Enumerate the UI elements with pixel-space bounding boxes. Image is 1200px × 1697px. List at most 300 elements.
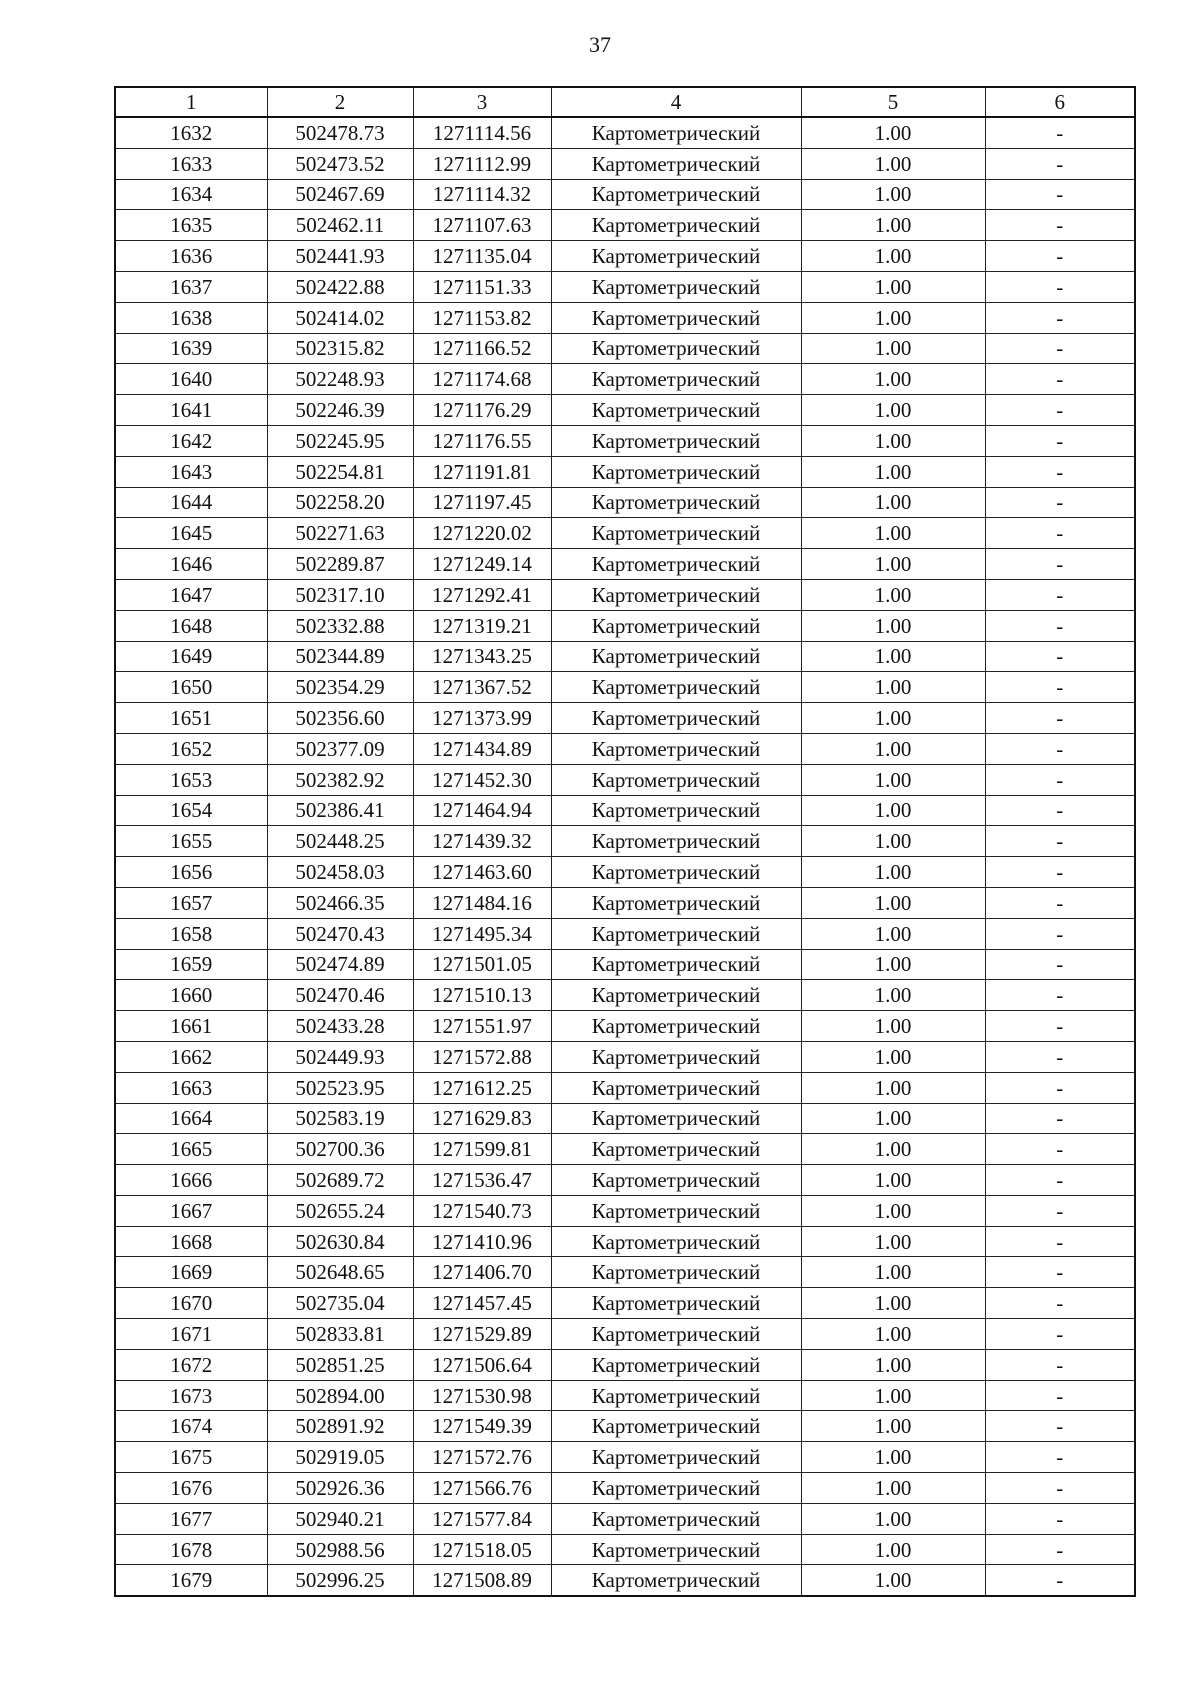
accuracy-cell: 1.00 bbox=[801, 1473, 985, 1504]
point-number-cell: 1674 bbox=[115, 1411, 267, 1442]
accuracy-cell: 1.00 bbox=[801, 1195, 985, 1226]
table-row bbox=[115, 395, 1135, 426]
accuracy-cell: 1.00 bbox=[801, 795, 985, 826]
description-cell: - bbox=[985, 764, 1135, 795]
y-coordinate-cell: 1271176.29 bbox=[413, 395, 551, 426]
description-cell: - bbox=[985, 1041, 1135, 1072]
method-cell: Картометрический bbox=[551, 487, 801, 518]
accuracy-cell: 1.00 bbox=[801, 887, 985, 918]
accuracy-cell: 1.00 bbox=[801, 672, 985, 703]
method-cell: Картометрический bbox=[551, 610, 801, 641]
description-cell: - bbox=[985, 980, 1135, 1011]
method-cell: Картометрический bbox=[551, 1041, 801, 1072]
table-row bbox=[115, 610, 1135, 641]
x-coordinate-cell: 502332.88 bbox=[267, 610, 413, 641]
accuracy-cell: 1.00 bbox=[801, 949, 985, 980]
method-cell: Картометрический bbox=[551, 425, 801, 456]
y-coordinate-cell: 1271566.76 bbox=[413, 1473, 551, 1504]
accuracy-cell: 1.00 bbox=[801, 1319, 985, 1350]
accuracy-cell: 1.00 bbox=[801, 302, 985, 333]
description-cell: - bbox=[985, 1319, 1135, 1350]
y-coordinate-cell: 1271197.45 bbox=[413, 487, 551, 518]
x-coordinate-cell: 502354.29 bbox=[267, 672, 413, 703]
y-coordinate-cell: 1271551.97 bbox=[413, 1011, 551, 1042]
table-row bbox=[115, 425, 1135, 456]
y-coordinate-cell: 1271508.89 bbox=[413, 1565, 551, 1596]
y-coordinate-cell: 1271114.56 bbox=[413, 117, 551, 148]
description-cell: - bbox=[985, 179, 1135, 210]
description-cell: - bbox=[985, 395, 1135, 426]
table-row bbox=[115, 148, 1135, 179]
point-number-cell: 1678 bbox=[115, 1534, 267, 1565]
description-cell: - bbox=[985, 1411, 1135, 1442]
method-cell: Картометрический bbox=[551, 672, 801, 703]
description-cell: - bbox=[985, 1011, 1135, 1042]
y-coordinate-cell: 1271220.02 bbox=[413, 518, 551, 549]
method-cell: Картометрический bbox=[551, 333, 801, 364]
y-coordinate-cell: 1271373.99 bbox=[413, 703, 551, 734]
x-coordinate-cell: 502382.92 bbox=[267, 764, 413, 795]
table-row bbox=[115, 179, 1135, 210]
x-coordinate-cell: 502248.93 bbox=[267, 364, 413, 395]
description-cell: - bbox=[985, 518, 1135, 549]
table-row bbox=[115, 857, 1135, 888]
x-coordinate-cell: 502988.56 bbox=[267, 1534, 413, 1565]
x-coordinate-cell: 502422.88 bbox=[267, 271, 413, 302]
point-number-cell: 1651 bbox=[115, 703, 267, 734]
method-cell: Картометрический bbox=[551, 1442, 801, 1473]
table-row bbox=[115, 117, 1135, 148]
point-number-cell: 1668 bbox=[115, 1226, 267, 1257]
table-row bbox=[115, 1319, 1135, 1350]
table-row bbox=[115, 826, 1135, 857]
y-coordinate-cell: 1271292.41 bbox=[413, 579, 551, 610]
point-number-cell: 1675 bbox=[115, 1442, 267, 1473]
method-cell: Картометрический bbox=[551, 364, 801, 395]
column-header-2: 2 bbox=[267, 87, 413, 117]
x-coordinate-cell: 502470.43 bbox=[267, 918, 413, 949]
point-number-cell: 1655 bbox=[115, 826, 267, 857]
point-number-cell: 1642 bbox=[115, 425, 267, 456]
point-number-cell: 1654 bbox=[115, 795, 267, 826]
x-coordinate-cell: 502851.25 bbox=[267, 1349, 413, 1380]
description-cell: - bbox=[985, 1226, 1135, 1257]
x-coordinate-cell: 502470.46 bbox=[267, 980, 413, 1011]
method-cell: Картометрический bbox=[551, 949, 801, 980]
description-cell: - bbox=[985, 733, 1135, 764]
accuracy-cell: 1.00 bbox=[801, 1134, 985, 1165]
method-cell: Картометрический bbox=[551, 1134, 801, 1165]
table-row bbox=[115, 1380, 1135, 1411]
point-number-cell: 1662 bbox=[115, 1041, 267, 1072]
point-number-cell: 1647 bbox=[115, 579, 267, 610]
method-cell: Картометрический bbox=[551, 1288, 801, 1319]
y-coordinate-cell: 1271629.83 bbox=[413, 1103, 551, 1134]
x-coordinate-cell: 502583.19 bbox=[267, 1103, 413, 1134]
method-cell: Картометрический bbox=[551, 887, 801, 918]
column-header-1: 1 bbox=[115, 87, 267, 117]
y-coordinate-cell: 1271151.33 bbox=[413, 271, 551, 302]
point-number-cell: 1664 bbox=[115, 1103, 267, 1134]
method-cell: Картометрический bbox=[551, 210, 801, 241]
x-coordinate-cell: 502386.41 bbox=[267, 795, 413, 826]
point-number-cell: 1640 bbox=[115, 364, 267, 395]
method-cell: Картометрический bbox=[551, 795, 801, 826]
y-coordinate-cell: 1271452.30 bbox=[413, 764, 551, 795]
coordinates-table bbox=[114, 86, 1136, 1597]
table-row bbox=[115, 241, 1135, 272]
x-coordinate-cell: 502833.81 bbox=[267, 1319, 413, 1350]
point-number-cell: 1657 bbox=[115, 887, 267, 918]
method-cell: Картометрический bbox=[551, 395, 801, 426]
column-header-4: 4 bbox=[551, 87, 801, 117]
y-coordinate-cell: 1271506.64 bbox=[413, 1349, 551, 1380]
y-coordinate-cell: 1271612.25 bbox=[413, 1072, 551, 1103]
point-number-cell: 1679 bbox=[115, 1565, 267, 1596]
x-coordinate-cell: 502462.11 bbox=[267, 210, 413, 241]
description-cell: - bbox=[985, 1473, 1135, 1504]
x-coordinate-cell: 502926.36 bbox=[267, 1473, 413, 1504]
description-cell: - bbox=[985, 456, 1135, 487]
description-cell: - bbox=[985, 1349, 1135, 1380]
accuracy-cell: 1.00 bbox=[801, 549, 985, 580]
point-number-cell: 1672 bbox=[115, 1349, 267, 1380]
method-cell: Картометрический bbox=[551, 1257, 801, 1288]
table-row bbox=[115, 764, 1135, 795]
point-number-cell: 1660 bbox=[115, 980, 267, 1011]
accuracy-cell: 1.00 bbox=[801, 1288, 985, 1319]
accuracy-cell: 1.00 bbox=[801, 1257, 985, 1288]
x-coordinate-cell: 502271.63 bbox=[267, 518, 413, 549]
method-cell: Картометрический bbox=[551, 271, 801, 302]
description-cell: - bbox=[985, 1165, 1135, 1196]
method-cell: Картометрический bbox=[551, 1319, 801, 1350]
accuracy-cell: 1.00 bbox=[801, 641, 985, 672]
table-row bbox=[115, 271, 1135, 302]
method-cell: Картометрический bbox=[551, 703, 801, 734]
accuracy-cell: 1.00 bbox=[801, 1226, 985, 1257]
method-cell: Картометрический bbox=[551, 1565, 801, 1596]
table-row bbox=[115, 795, 1135, 826]
x-coordinate-cell: 502433.28 bbox=[267, 1011, 413, 1042]
method-cell: Картометрический bbox=[551, 1349, 801, 1380]
point-number-cell: 1636 bbox=[115, 241, 267, 272]
y-coordinate-cell: 1271484.16 bbox=[413, 887, 551, 918]
x-coordinate-cell: 502478.73 bbox=[267, 117, 413, 148]
accuracy-cell: 1.00 bbox=[801, 518, 985, 549]
table-row bbox=[115, 1041, 1135, 1072]
method-cell: Картометрический bbox=[551, 241, 801, 272]
table-row bbox=[115, 487, 1135, 518]
accuracy-cell: 1.00 bbox=[801, 857, 985, 888]
y-coordinate-cell: 1271343.25 bbox=[413, 641, 551, 672]
accuracy-cell: 1.00 bbox=[801, 1072, 985, 1103]
description-cell: - bbox=[985, 857, 1135, 888]
point-number-cell: 1671 bbox=[115, 1319, 267, 1350]
table-row bbox=[115, 1534, 1135, 1565]
x-coordinate-cell: 502523.95 bbox=[267, 1072, 413, 1103]
method-cell: Картометрический bbox=[551, 1011, 801, 1042]
point-number-cell: 1649 bbox=[115, 641, 267, 672]
description-cell: - bbox=[985, 117, 1135, 148]
column-header-5: 5 bbox=[801, 87, 985, 117]
x-coordinate-cell: 502289.87 bbox=[267, 549, 413, 580]
description-cell: - bbox=[985, 302, 1135, 333]
x-coordinate-cell: 502700.36 bbox=[267, 1134, 413, 1165]
accuracy-cell: 1.00 bbox=[801, 1165, 985, 1196]
x-coordinate-cell: 502474.89 bbox=[267, 949, 413, 980]
y-coordinate-cell: 1271153.82 bbox=[413, 302, 551, 333]
table-row bbox=[115, 549, 1135, 580]
accuracy-cell: 1.00 bbox=[801, 764, 985, 795]
method-cell: Картометрический bbox=[551, 1195, 801, 1226]
description-cell: - bbox=[985, 703, 1135, 734]
y-coordinate-cell: 1271114.32 bbox=[413, 179, 551, 210]
accuracy-cell: 1.00 bbox=[801, 918, 985, 949]
method-cell: Картометрический bbox=[551, 1411, 801, 1442]
x-coordinate-cell: 502458.03 bbox=[267, 857, 413, 888]
table-row bbox=[115, 1165, 1135, 1196]
y-coordinate-cell: 1271174.68 bbox=[413, 364, 551, 395]
description-cell: - bbox=[985, 1134, 1135, 1165]
table-row bbox=[115, 703, 1135, 734]
y-coordinate-cell: 1271501.05 bbox=[413, 949, 551, 980]
description-cell: - bbox=[985, 1442, 1135, 1473]
description-cell: - bbox=[985, 1534, 1135, 1565]
accuracy-cell: 1.00 bbox=[801, 1349, 985, 1380]
table-row bbox=[115, 887, 1135, 918]
point-number-cell: 1661 bbox=[115, 1011, 267, 1042]
x-coordinate-cell: 502648.65 bbox=[267, 1257, 413, 1288]
accuracy-cell: 1.00 bbox=[801, 1103, 985, 1134]
y-coordinate-cell: 1271577.84 bbox=[413, 1503, 551, 1534]
description-cell: - bbox=[985, 148, 1135, 179]
point-number-cell: 1645 bbox=[115, 518, 267, 549]
accuracy-cell: 1.00 bbox=[801, 333, 985, 364]
accuracy-cell: 1.00 bbox=[801, 703, 985, 734]
table-row bbox=[115, 1011, 1135, 1042]
method-cell: Картометрический bbox=[551, 1072, 801, 1103]
x-coordinate-cell: 502891.92 bbox=[267, 1411, 413, 1442]
accuracy-cell: 1.00 bbox=[801, 610, 985, 641]
point-number-cell: 1658 bbox=[115, 918, 267, 949]
point-number-cell: 1669 bbox=[115, 1257, 267, 1288]
table-row bbox=[115, 1503, 1135, 1534]
x-coordinate-cell: 502344.89 bbox=[267, 641, 413, 672]
method-cell: Картометрический bbox=[551, 579, 801, 610]
x-coordinate-cell: 502356.60 bbox=[267, 703, 413, 734]
description-cell: - bbox=[985, 364, 1135, 395]
description-cell: - bbox=[985, 241, 1135, 272]
method-cell: Картометрический bbox=[551, 1103, 801, 1134]
point-number-cell: 1673 bbox=[115, 1380, 267, 1411]
y-coordinate-cell: 1271176.55 bbox=[413, 425, 551, 456]
method-cell: Картометрический bbox=[551, 764, 801, 795]
method-cell: Картометрический bbox=[551, 918, 801, 949]
accuracy-cell: 1.00 bbox=[801, 487, 985, 518]
point-number-cell: 1667 bbox=[115, 1195, 267, 1226]
x-coordinate-cell: 502689.72 bbox=[267, 1165, 413, 1196]
method-cell: Картометрический bbox=[551, 1473, 801, 1504]
method-cell: Картометрический bbox=[551, 1503, 801, 1534]
accuracy-cell: 1.00 bbox=[801, 456, 985, 487]
description-cell: - bbox=[985, 1072, 1135, 1103]
accuracy-cell: 1.00 bbox=[801, 1380, 985, 1411]
x-coordinate-cell: 502630.84 bbox=[267, 1226, 413, 1257]
table-row bbox=[115, 1195, 1135, 1226]
table-row bbox=[115, 918, 1135, 949]
description-cell: - bbox=[985, 610, 1135, 641]
y-coordinate-cell: 1271518.05 bbox=[413, 1534, 551, 1565]
x-coordinate-cell: 502441.93 bbox=[267, 241, 413, 272]
point-number-cell: 1648 bbox=[115, 610, 267, 641]
table-row bbox=[115, 333, 1135, 364]
description-cell: - bbox=[985, 1380, 1135, 1411]
x-coordinate-cell: 502473.52 bbox=[267, 148, 413, 179]
point-number-cell: 1653 bbox=[115, 764, 267, 795]
y-coordinate-cell: 1271249.14 bbox=[413, 549, 551, 580]
description-cell: - bbox=[985, 1565, 1135, 1596]
page-number: 37 bbox=[589, 32, 611, 57]
y-coordinate-cell: 1271463.60 bbox=[413, 857, 551, 888]
accuracy-cell: 1.00 bbox=[801, 1565, 985, 1596]
accuracy-cell: 1.00 bbox=[801, 579, 985, 610]
y-coordinate-cell: 1271107.63 bbox=[413, 210, 551, 241]
table-row bbox=[115, 949, 1135, 980]
accuracy-cell: 1.00 bbox=[801, 148, 985, 179]
accuracy-cell: 1.00 bbox=[801, 1411, 985, 1442]
method-cell: Картометрический bbox=[551, 857, 801, 888]
table-row bbox=[115, 1072, 1135, 1103]
y-coordinate-cell: 1271536.47 bbox=[413, 1165, 551, 1196]
x-coordinate-cell: 502466.35 bbox=[267, 887, 413, 918]
method-cell: Картометрический bbox=[551, 179, 801, 210]
accuracy-cell: 1.00 bbox=[801, 241, 985, 272]
description-cell: - bbox=[985, 333, 1135, 364]
y-coordinate-cell: 1271599.81 bbox=[413, 1134, 551, 1165]
accuracy-cell: 1.00 bbox=[801, 117, 985, 148]
table-row bbox=[115, 210, 1135, 241]
accuracy-cell: 1.00 bbox=[801, 179, 985, 210]
description-cell: - bbox=[985, 672, 1135, 703]
description-cell: - bbox=[985, 795, 1135, 826]
point-number-cell: 1666 bbox=[115, 1165, 267, 1196]
table-row bbox=[115, 1349, 1135, 1380]
table-row bbox=[115, 1442, 1135, 1473]
description-cell: - bbox=[985, 1288, 1135, 1319]
y-coordinate-cell: 1271529.89 bbox=[413, 1319, 551, 1350]
table-row bbox=[115, 364, 1135, 395]
table-row bbox=[115, 1134, 1135, 1165]
accuracy-cell: 1.00 bbox=[801, 733, 985, 764]
accuracy-cell: 1.00 bbox=[801, 980, 985, 1011]
table-row bbox=[115, 1257, 1135, 1288]
x-coordinate-cell: 502448.25 bbox=[267, 826, 413, 857]
x-coordinate-cell: 502315.82 bbox=[267, 333, 413, 364]
point-number-cell: 1670 bbox=[115, 1288, 267, 1319]
point-number-cell: 1638 bbox=[115, 302, 267, 333]
y-coordinate-cell: 1271549.39 bbox=[413, 1411, 551, 1442]
method-cell: Картометрический bbox=[551, 641, 801, 672]
table-row bbox=[115, 1288, 1135, 1319]
description-cell: - bbox=[985, 826, 1135, 857]
point-number-cell: 1641 bbox=[115, 395, 267, 426]
accuracy-cell: 1.00 bbox=[801, 1442, 985, 1473]
method-cell: Картометрический bbox=[551, 826, 801, 857]
y-coordinate-cell: 1271439.32 bbox=[413, 826, 551, 857]
method-cell: Картометрический bbox=[551, 148, 801, 179]
y-coordinate-cell: 1271434.89 bbox=[413, 733, 551, 764]
x-coordinate-cell: 502919.05 bbox=[267, 1442, 413, 1473]
table-row bbox=[115, 579, 1135, 610]
point-number-cell: 1639 bbox=[115, 333, 267, 364]
point-number-cell: 1637 bbox=[115, 271, 267, 302]
accuracy-cell: 1.00 bbox=[801, 364, 985, 395]
description-cell: - bbox=[985, 271, 1135, 302]
description-cell: - bbox=[985, 641, 1135, 672]
y-coordinate-cell: 1271572.76 bbox=[413, 1442, 551, 1473]
table-row bbox=[115, 1103, 1135, 1134]
method-cell: Картометрический bbox=[551, 302, 801, 333]
table-row bbox=[115, 1411, 1135, 1442]
table-row bbox=[115, 672, 1135, 703]
table-row bbox=[115, 1226, 1135, 1257]
method-cell: Картометрический bbox=[551, 980, 801, 1011]
x-coordinate-cell: 502655.24 bbox=[267, 1195, 413, 1226]
y-coordinate-cell: 1271457.45 bbox=[413, 1288, 551, 1319]
point-number-cell: 1634 bbox=[115, 179, 267, 210]
table-row bbox=[115, 1565, 1135, 1596]
accuracy-cell: 1.00 bbox=[801, 1534, 985, 1565]
table-row bbox=[115, 302, 1135, 333]
description-cell: - bbox=[985, 210, 1135, 241]
accuracy-cell: 1.00 bbox=[801, 210, 985, 241]
point-number-cell: 1650 bbox=[115, 672, 267, 703]
method-cell: Картометрический bbox=[551, 1534, 801, 1565]
method-cell: Картометрический bbox=[551, 518, 801, 549]
y-coordinate-cell: 1271135.04 bbox=[413, 241, 551, 272]
y-coordinate-cell: 1271495.34 bbox=[413, 918, 551, 949]
x-coordinate-cell: 502414.02 bbox=[267, 302, 413, 333]
y-coordinate-cell: 1271464.94 bbox=[413, 795, 551, 826]
accuracy-cell: 1.00 bbox=[801, 1041, 985, 1072]
method-cell: Картометрический bbox=[551, 1380, 801, 1411]
x-coordinate-cell: 502246.39 bbox=[267, 395, 413, 426]
x-coordinate-cell: 502467.69 bbox=[267, 179, 413, 210]
y-coordinate-cell: 1271406.70 bbox=[413, 1257, 551, 1288]
point-number-cell: 1635 bbox=[115, 210, 267, 241]
y-coordinate-cell: 1271410.96 bbox=[413, 1226, 551, 1257]
column-header-3: 3 bbox=[413, 87, 551, 117]
column-header-6: 6 bbox=[985, 87, 1135, 117]
point-number-cell: 1656 bbox=[115, 857, 267, 888]
accuracy-cell: 1.00 bbox=[801, 271, 985, 302]
accuracy-cell: 1.00 bbox=[801, 395, 985, 426]
x-coordinate-cell: 502377.09 bbox=[267, 733, 413, 764]
description-cell: - bbox=[985, 1503, 1135, 1534]
point-number-cell: 1676 bbox=[115, 1473, 267, 1504]
table-row bbox=[115, 456, 1135, 487]
y-coordinate-cell: 1271367.52 bbox=[413, 672, 551, 703]
description-cell: - bbox=[985, 579, 1135, 610]
description-cell: - bbox=[985, 549, 1135, 580]
description-cell: - bbox=[985, 1103, 1135, 1134]
x-coordinate-cell: 502996.25 bbox=[267, 1565, 413, 1596]
point-number-cell: 1632 bbox=[115, 117, 267, 148]
table-row bbox=[115, 733, 1135, 764]
method-cell: Картометрический bbox=[551, 456, 801, 487]
accuracy-cell: 1.00 bbox=[801, 1503, 985, 1534]
